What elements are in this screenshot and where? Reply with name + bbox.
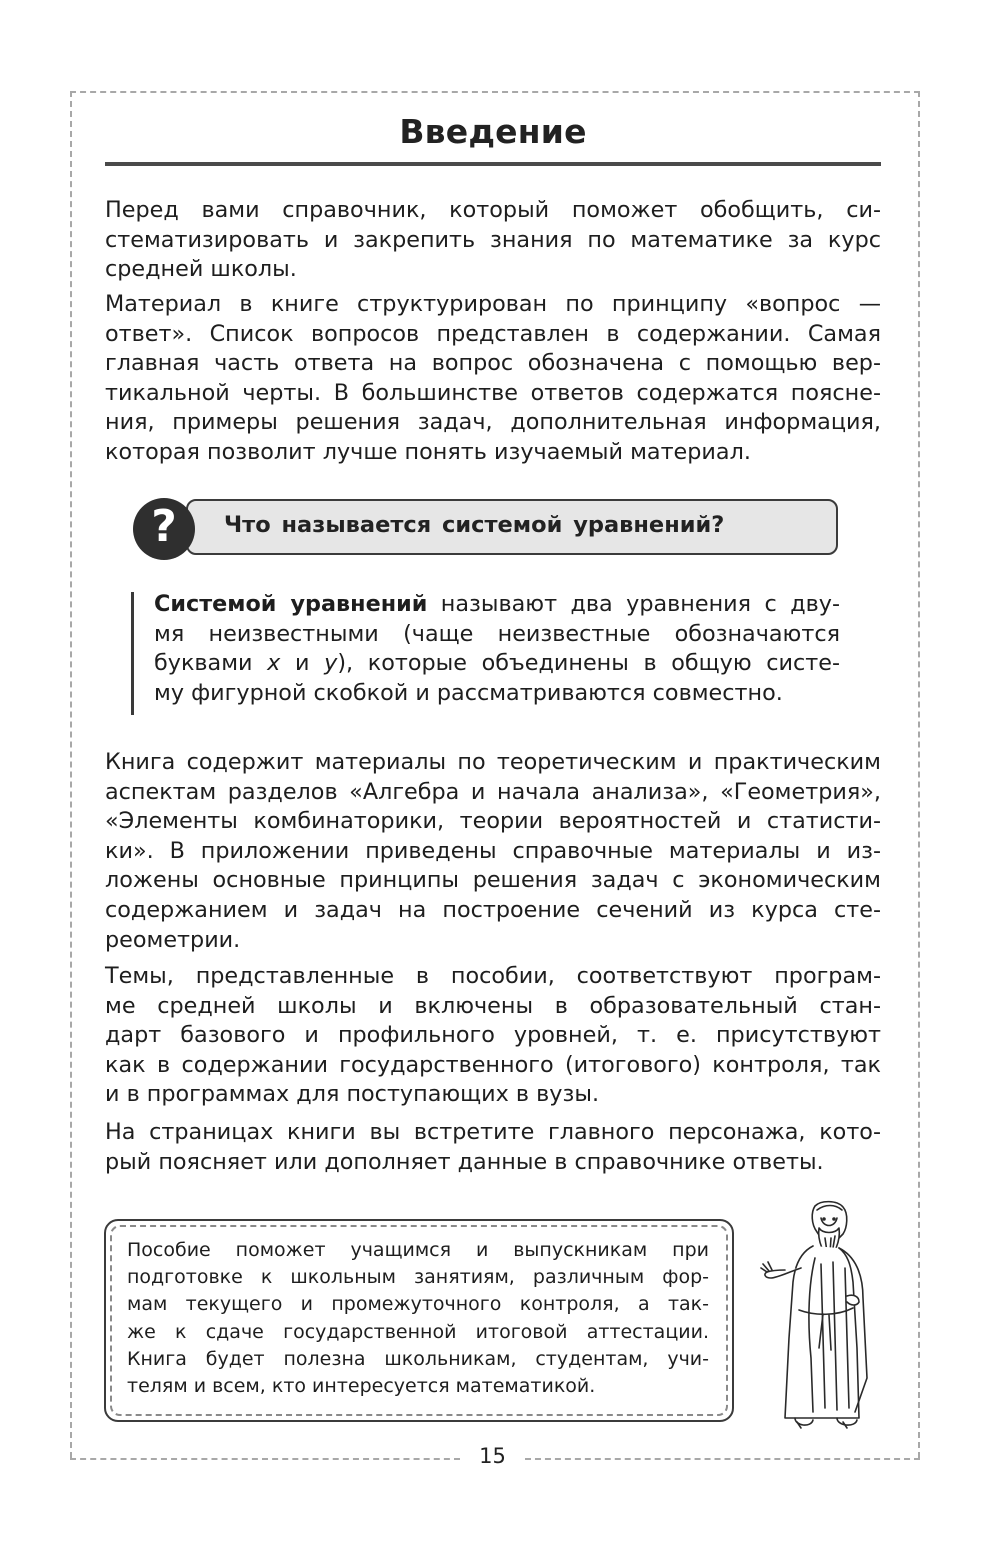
note-text	[127, 1237, 709, 1400]
text-line: Пособие поможет учащимся и выпускникам при	[127, 1239, 709, 1261]
text-line: мя неизвестными (чаще неизвестные обозначаются	[154, 620, 840, 647]
text-line: «Элементы комбинаторики, теории вероятностей и статисти-	[105, 808, 881, 835]
text-line: средней школы.	[105, 256, 297, 283]
text-line: му фигурной скобкой и рассматриваются совместно.	[154, 679, 783, 706]
question-text: Что называется системой уравнений?	[224, 512, 725, 538]
text-line: Темы, представленные в пособии, соответствуют програм-	[105, 963, 881, 989]
definition-vertical-rule	[131, 592, 134, 715]
text-line: Материал в книге структурирован по принципу «вопрос —	[105, 291, 881, 317]
text-line: Книга будет полезна школьникам, студентам, учи-	[127, 1347, 709, 1370]
text-line: ки». В приложении приведены справочные материалы и из-	[105, 837, 881, 864]
frame-top-border	[70, 91, 920, 93]
variable-x: x	[267, 650, 281, 677]
text-line: подготовке к школьным занятиям, различным фор-	[127, 1266, 709, 1289]
text-line: же к сдаче государственной итоговой аттестации.	[127, 1320, 709, 1343]
question-mark-glyph: ?	[151, 501, 177, 552]
body-paragraph-3	[105, 748, 881, 955]
text-line: На страницах книги вы встретите главного персонажа, кото-	[105, 1119, 881, 1145]
text-line: рый поясняет или дополняет данные в справочнике ответы.	[105, 1148, 824, 1175]
variable-y: y	[324, 650, 338, 677]
frame-right-border	[918, 91, 920, 1458]
definition-term: Системой уравнений	[154, 591, 428, 617]
text-line: реометрии.	[105, 926, 241, 953]
text-line: главная часть ответа на вопрос обозначена с помощью вер-	[105, 350, 881, 377]
text-line: дарт базового и профильного уровней, т. е. присутствуют	[105, 1022, 881, 1049]
intro-paragraph-1	[105, 196, 881, 285]
text-line: ответ». Список вопросов представлен в содержании. Самая	[105, 320, 881, 347]
text-line: содержанием и задач на построение сечений из курса сте-	[105, 896, 881, 923]
text-line: аспектам разделов «Алгебра и начала анализа», «Геометрия»,	[105, 778, 881, 805]
text-fragment: и	[280, 650, 325, 677]
text-line: ложены основные принципы решения задач с экономическим	[105, 867, 881, 894]
body-paragraph-5	[105, 1118, 881, 1177]
body-paragraph-4	[105, 962, 881, 1110]
text-line	[154, 590, 840, 620]
frame-left-border	[70, 91, 72, 1458]
text-line: ме средней школы и включены в образовательный стан-	[105, 992, 881, 1019]
text-line: ния, примеры решения задач, дополнительная информация,	[105, 409, 881, 436]
text-line: стематизировать и закрепить знания по математике за курс	[105, 226, 881, 253]
text-fragment: называют два уравнения с дву-	[427, 591, 840, 617]
text-line: Книга содержит материалы по теоретическим и практическим	[105, 749, 881, 775]
text-line	[154, 649, 840, 679]
philosopher-figure-icon	[755, 1198, 895, 1438]
text-fragment: ), которые объединены в общую систе-	[337, 650, 841, 677]
frame-bottom-border-left	[70, 1458, 460, 1460]
text-line: мам текущего и промежуточного контроля, а так-	[127, 1293, 709, 1316]
text-line: тикальной черты. В большинстве ответов содержатся поясне-	[105, 379, 881, 406]
title-underline	[105, 162, 881, 166]
text-line: и в программах для поступающих в вузы.	[105, 1081, 600, 1108]
page-title: Введение	[399, 112, 587, 151]
frame-bottom-border-right	[525, 1458, 920, 1460]
page-number: 15	[479, 1444, 506, 1468]
text-line: телям и всем, кто интересуется математикой.	[127, 1375, 596, 1398]
text-line: как в содержании государственного (итогового) контроля, так	[105, 1051, 881, 1078]
intro-paragraph-2	[105, 290, 881, 468]
text-line: которая позволит лучше понять изучаемый материал.	[105, 438, 751, 465]
text-line: Перед вами справочник, который поможет обобщить, си-	[105, 197, 881, 223]
definition-block	[154, 590, 840, 708]
text-fragment: буквами	[154, 650, 268, 677]
